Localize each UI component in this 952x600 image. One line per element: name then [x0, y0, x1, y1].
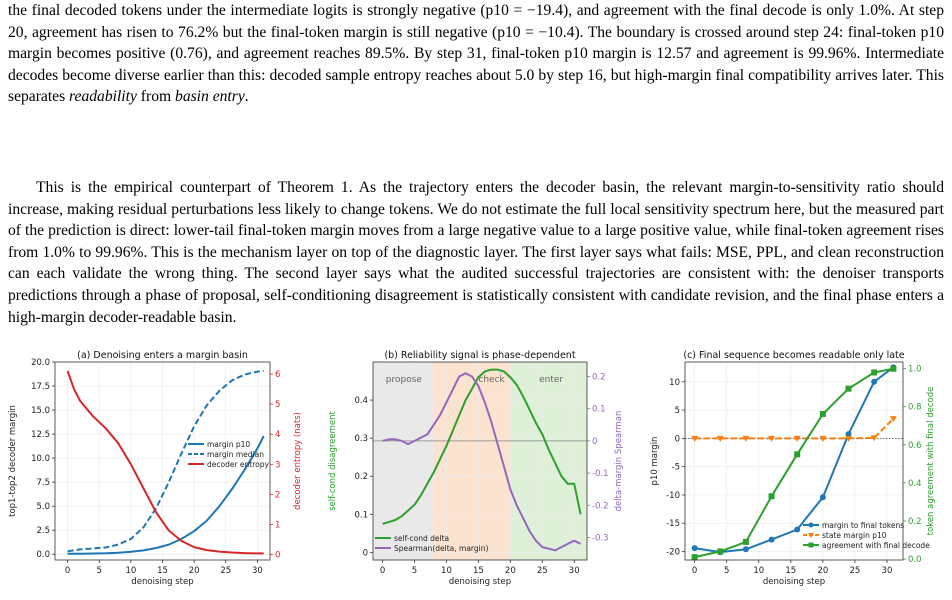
y-right-tick-label: 0.2: [592, 372, 606, 383]
panel-a: [8, 350, 303, 587]
data-point: [820, 494, 826, 500]
y-tick-label: 0.4: [354, 396, 368, 407]
x-tick-label: 25: [220, 566, 232, 576]
x-tick-label: 30: [251, 566, 263, 576]
phase-band: [373, 362, 434, 560]
y-tick-label: -15: [666, 519, 680, 530]
x-tick-label: 20: [188, 566, 200, 576]
y-right-axis-label: decoder entropy (nats): [293, 412, 303, 510]
x-tick-label: 20: [504, 566, 516, 576]
y-right-tick-label: -0.2: [592, 501, 609, 512]
y-right-tick-label: 0.0: [908, 555, 922, 566]
x-axis-label: denoising step: [762, 577, 826, 587]
x-tick-label: 30: [881, 566, 893, 576]
y-axis-label: top1-top2 decoder margin: [8, 405, 18, 517]
panel-title: (b) Reliability signal is phase-dependent: [384, 350, 576, 361]
data-point: [871, 369, 877, 375]
x-tick-label: 0: [64, 566, 71, 576]
y-axis-label: p10 margin: [650, 436, 660, 486]
panel-c: [650, 350, 936, 587]
data-point: [692, 554, 698, 560]
phase-band: [434, 362, 511, 560]
panel-b: [328, 350, 624, 587]
phase-label: propose: [385, 375, 422, 385]
x-tick-label: 0: [379, 566, 386, 576]
x-axis-label: denoising step: [448, 577, 512, 587]
x-tick-label: 10: [753, 566, 765, 576]
legend-marker: [809, 543, 814, 548]
panel-title: (c) Final sequence becomes readable only late: [683, 350, 905, 361]
y-right-tick-label: 0: [275, 550, 281, 561]
y-tick-label: 7.5: [36, 478, 50, 489]
y-right-tick-label: 0: [592, 436, 598, 447]
x-tick-label: 15: [157, 566, 168, 576]
y-right-tick-label: 0.1: [592, 404, 606, 415]
y-right-tick-label: 4: [275, 430, 281, 441]
phase-band: [510, 362, 587, 560]
y-tick-label: 0.3: [354, 434, 368, 445]
legend-marker: [809, 523, 814, 528]
paragraph-2-text: This is the empirical counterpart of Theorem 1. As the trajectory enters the decoder basin, the relevant margin-to-sensitivity ratio should increase, making residual perturbations less likely to change tokens. We do not estimate the full local sensitivity spectrum here, but the measured part of the prediction is direct: lower-tail final-token margin moves from a large negative value to a large positive value, while final-token agreement rises from 1.0% to 99.96%. This is the mechanism layer on top of the diagnostic layer. The first layer says what fails: MSE, PPL, and clean reconstruction can each validate the wrong thing. The second layer says what the audited successful trajectories are consistent with: the denoiser transports predictions through a phase of proposal, self-conditioning disagreement is statistically consistent with candidate revision, and the final phase enters a high-margin decoder-readable basin.: [8, 179, 944, 326]
y-tick-label: -10: [666, 490, 680, 501]
x-tick-label: 5: [723, 566, 730, 576]
y-right-axis-label: token agreement with final decode: [926, 386, 936, 536]
y-right-axis-label: delta-margin Spearman: [614, 410, 624, 512]
x-tick-label: 15: [472, 566, 484, 576]
data-point: [743, 546, 749, 552]
y-tick-label: 17.5: [31, 382, 50, 393]
data-point: [794, 451, 800, 457]
x-tick-label: 15: [785, 566, 797, 576]
y-tick-label: 2.5: [36, 526, 50, 537]
legend-label: Spearman(delta, margin): [394, 544, 489, 553]
data-point: [769, 537, 775, 543]
x-tick-label: 5: [411, 566, 418, 576]
y-right-tick-label: 1: [275, 520, 281, 531]
y-right-tick-label: 2: [275, 490, 281, 501]
y-right-tick-label: 5: [275, 400, 281, 411]
legend-label: state margin p10: [822, 531, 887, 540]
y-tick-label: -20: [666, 547, 680, 558]
y-tick-label: 5: [674, 406, 680, 417]
figure: [0, 350, 952, 600]
x-tick-label: 10: [441, 566, 452, 576]
data-point: [717, 548, 723, 554]
legend-label: agreement with final decode: [822, 541, 930, 550]
x-tick-label: 25: [536, 566, 548, 576]
legend-label: margin median: [207, 450, 264, 459]
panel-title: (a) Denoising enters a margin basin: [77, 350, 248, 361]
paragraph-1-run: .: [244, 88, 249, 106]
y-right-tick-label: 0.4: [908, 478, 922, 489]
y-right-tick-label: -0.1: [592, 469, 609, 480]
data-point: [769, 493, 775, 499]
data-point: [743, 539, 749, 545]
x-tick-label: 20: [817, 566, 829, 576]
y-right-tick-label: 3: [275, 460, 281, 471]
data-point: [794, 526, 800, 532]
y-tick-label: -5: [671, 462, 680, 473]
y-tick-label: 5.0: [36, 502, 50, 513]
legend-label: decoder entropy: [207, 460, 269, 469]
y-tick-label: 0.2: [354, 472, 368, 483]
y-axis-label: self-cond disagreement: [328, 411, 338, 511]
phase-label: check: [478, 375, 505, 385]
x-tick-label: 10: [125, 566, 137, 576]
data-point: [890, 366, 896, 372]
legend-label: margin p10: [207, 440, 251, 449]
y-tick-label: 12.5: [31, 430, 50, 441]
data-point: [871, 379, 877, 385]
data-point: [820, 411, 826, 417]
legend-marker: [808, 533, 814, 538]
y-tick-label: 10: [669, 377, 680, 388]
y-tick-label: 15.0: [31, 406, 50, 417]
data-point: [846, 386, 852, 392]
y-tick-label: 10.0: [31, 454, 50, 465]
paragraph-1-run: from: [136, 88, 176, 106]
paragraph-1-run: the final decoded tokens under the intermediate logits is strongly negative (p10 = −19.4), and agreement with the final decode is only 1.0%. At step 20, agreement has risen to 76.2% but the final-token margin is still negative (p10 = −10.4). The boundary is crossed around step 24: final-token p10 margin becomes positive (0.76), and agreement reaches 89.5%. By step 31, final-token p10 margin is 12.57 and agreement is 99.96%. Intermediate decodes become diverse earlier than this: decoded sample entropy reaches about 5.0 by step 16, but high-margin final compatibility arrives later. This separates: [8, 2, 944, 106]
x-tick-label: 30: [568, 566, 580, 576]
y-right-tick-label: 0.2: [908, 516, 922, 527]
x-tick-label: 25: [849, 566, 861, 576]
x-axis-label: denoising step: [131, 577, 194, 587]
phase-label: enter: [539, 375, 564, 385]
data-point: [692, 545, 698, 551]
y-tick-label: 0: [362, 548, 368, 559]
y-right-tick-label: 1.0: [908, 364, 922, 375]
paragraph-2: [8, 177, 944, 328]
y-tick-label: 0.1: [354, 510, 368, 521]
legend-label: self-cond delta: [394, 534, 450, 543]
y-tick-label: 20.0: [31, 358, 50, 368]
y-right-tick-label: 0.6: [908, 440, 922, 451]
series-line: [695, 419, 894, 439]
paragraph-1-run: readability: [69, 88, 137, 106]
x-tick-label: 0: [691, 566, 698, 576]
y-right-tick-label: 6: [275, 370, 281, 381]
legend-label: margin to final tokens: [822, 521, 905, 530]
y-tick-label: 0.0: [36, 550, 50, 561]
y-tick-label: 0: [674, 434, 680, 445]
paragraph-1-run: basin entry: [175, 88, 245, 106]
x-tick-label: 5: [96, 566, 102, 576]
y-right-tick-label: -0.3: [592, 533, 609, 544]
y-right-tick-label: 0.8: [908, 402, 922, 413]
paragraph-1: [8, 0, 944, 108]
